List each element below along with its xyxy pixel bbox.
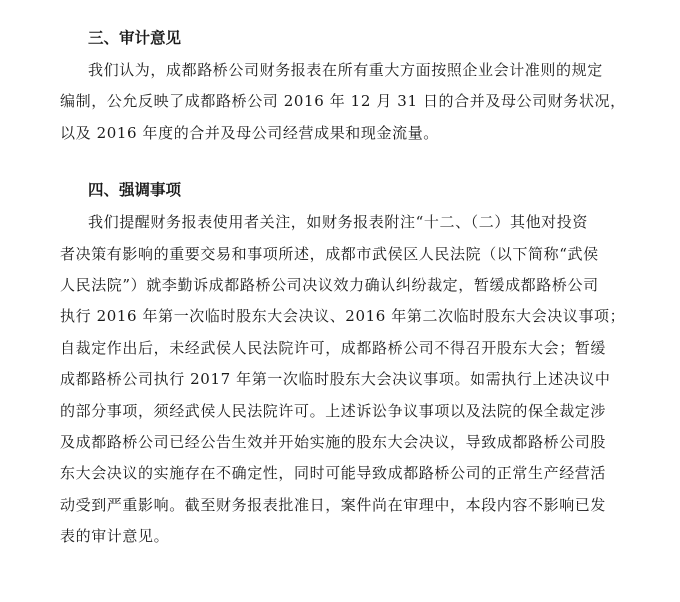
paragraph-line: 者决策有影响的重要交易和事项所述，成都市武侯区人民法院（以下简称“武侯 bbox=[60, 244, 599, 263]
paragraph-line: 的部分事项，须经武侯人民法院许可。上述诉讼争议事项以及法院的保全裁定涉 bbox=[60, 401, 607, 420]
section-heading-audit-opinion: 三、审计意见 bbox=[88, 29, 182, 47]
paragraph-line: 东大会决议的实施存在不确定性，同时可能导致成都路桥公司的正常生产经营活 bbox=[60, 464, 607, 483]
section-heading-emphasis-matter: 四、强调事项 bbox=[88, 181, 182, 200]
paragraph-line: 动受到严重影响。截至财务报表批准日，案件尚在审理中，本段内容不影响已发 bbox=[60, 495, 607, 514]
paragraph-line: 以及 2016 年度的合并及母公司经营成果和现金流量。 bbox=[60, 123, 439, 142]
paragraph-line: 编制，公允反映了成都路桥公司 2016 年 12 月 31 日的合并及母公司财务状况， bbox=[60, 92, 626, 111]
paragraph-line: 我们提醒财务报表使用者关注，如财务报表附注“十二、（二）其他对投资 bbox=[88, 213, 588, 232]
paragraph-line: 表的审计意见。 bbox=[60, 527, 170, 546]
paragraph-line: 我们认为，成都路桥公司财务报表在所有重大方面按照企业会计准则的规定 bbox=[88, 61, 603, 79]
paragraph-line: 成都路桥公司执行 2017 年第一次临时股东大会决议事项。如需执行上述决议中 bbox=[60, 370, 611, 389]
paragraph-line: 执行 2016 年第一次临时股东大会决议、2016 年第二次临时股东大会决议事项； bbox=[60, 307, 626, 326]
paragraph-line: 及成都路桥公司已经公告生效并开始实施的股东大会决议，导致成都路桥公司股 bbox=[60, 432, 607, 451]
document-page bbox=[60, 26, 626, 555]
paragraph-line: 自裁定作出后，未经武侯人民法院许可，成都路桥公司不得召开股东大会；暂缓 bbox=[60, 338, 607, 357]
paragraph-line: 人民法院”）就李勤诉成都路桥公司决议效力确认纠纷裁定，暂缓成都路桥公司 bbox=[60, 275, 599, 294]
